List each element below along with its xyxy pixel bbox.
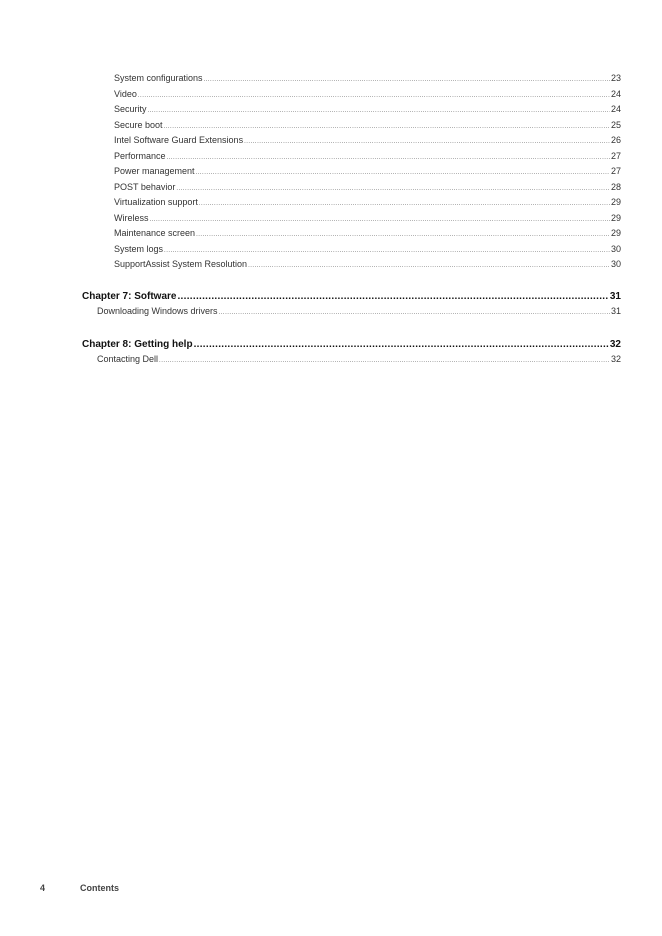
leader-dots: [167, 151, 610, 167]
toc-entry-supportassist[interactable]: [82, 257, 621, 273]
toc-entry-label: Downloading Windows drivers: [97, 305, 218, 316]
toc-entry-page: 24: [610, 88, 621, 99]
spacer: [82, 273, 621, 289]
toc-entry-security[interactable]: [82, 102, 621, 118]
leader-dots: [196, 166, 610, 182]
toc-entry-system-configurations[interactable]: [82, 71, 621, 87]
toc-chapter-label: Chapter 8: Getting help: [82, 338, 193, 350]
page-footer: [40, 883, 119, 893]
leader-dots: [204, 73, 610, 89]
toc-entry-page: 30: [610, 259, 621, 269]
toc-entry-label: System configurations: [114, 73, 203, 83]
footer-page-number: 4: [40, 883, 46, 893]
leader-dots: [248, 259, 610, 275]
toc-entry-power-management[interactable]: [82, 164, 621, 180]
toc-entry-system-logs[interactable]: [82, 242, 621, 258]
toc-entry-page: 26: [610, 135, 621, 145]
toc-entry-post-behavior[interactable]: [82, 180, 621, 196]
toc-entry-label: SupportAssist System Resolution: [114, 259, 248, 269]
leader-dots: [196, 228, 610, 244]
spacer: [82, 319, 621, 337]
toc-entry-virtualization-support[interactable]: [82, 195, 621, 211]
table-of-contents: [82, 71, 621, 367]
leader-dots: [219, 306, 610, 321]
toc-entry-downloading-windows-drivers[interactable]: [82, 304, 621, 319]
toc-entry-label: Performance: [114, 150, 166, 161]
leader-dots: [159, 354, 610, 369]
toc-entry-page: 25: [610, 119, 621, 130]
toc-entry-wireless[interactable]: [82, 211, 621, 227]
leader-dots: [176, 182, 610, 198]
leader-dots: [177, 289, 608, 304]
toc-chapter-page: 31: [609, 290, 621, 302]
toc-entry-secure-boot[interactable]: [82, 118, 621, 134]
toc-entry-label: Wireless: [114, 212, 149, 223]
toc-entry-page: 32: [610, 353, 621, 364]
toc-chapter-software[interactable]: [82, 289, 621, 304]
toc-chapter-label: Chapter 7: Software: [82, 290, 177, 302]
toc-entry-page: 29: [610, 197, 621, 207]
toc-entry-page: 28: [610, 181, 621, 192]
toc-entry-label: Maintenance screen: [114, 228, 196, 238]
toc-chapter-page: 32: [609, 338, 621, 350]
toc-entry-video[interactable]: [82, 87, 621, 103]
toc-entry-label: Virtualization support: [114, 197, 198, 207]
leader-dots: [244, 135, 610, 151]
toc-entry-performance[interactable]: [82, 149, 621, 165]
toc-entry-label: Security: [114, 104, 147, 114]
toc-entry-page: 27: [610, 150, 621, 161]
leader-dots: [194, 337, 609, 352]
leader-dots: [150, 213, 610, 229]
toc-entry-page: 24: [610, 104, 621, 114]
toc-entry-page: 31: [610, 305, 621, 316]
footer-section-title: Contents: [80, 883, 119, 893]
toc-entry-label: Video: [114, 88, 137, 99]
toc-entry-intel-sgx[interactable]: [82, 133, 621, 149]
leader-dots: [199, 197, 610, 213]
toc-entry-label: Secure boot: [114, 119, 163, 130]
toc-entry-label: System logs: [114, 243, 164, 254]
toc-entry-label: Power management: [114, 166, 195, 176]
toc-entry-page: 29: [610, 228, 621, 238]
leader-dots: [138, 89, 610, 105]
toc-entry-label: Contacting Dell: [97, 353, 159, 364]
toc-chapter-getting-help[interactable]: [82, 337, 621, 352]
toc-entry-label: Intel Software Guard Extensions: [114, 135, 244, 145]
leader-dots: [148, 104, 610, 120]
toc-entry-page: 29: [610, 212, 621, 223]
toc-entry-page: 23: [610, 73, 621, 83]
toc-entry-page: 30: [610, 243, 621, 254]
toc-entry-label: POST behavior: [114, 181, 176, 192]
toc-entry-contacting-dell[interactable]: [82, 352, 621, 367]
toc-entry-maintenance-screen[interactable]: [82, 226, 621, 242]
toc-entry-page: 27: [610, 166, 621, 176]
